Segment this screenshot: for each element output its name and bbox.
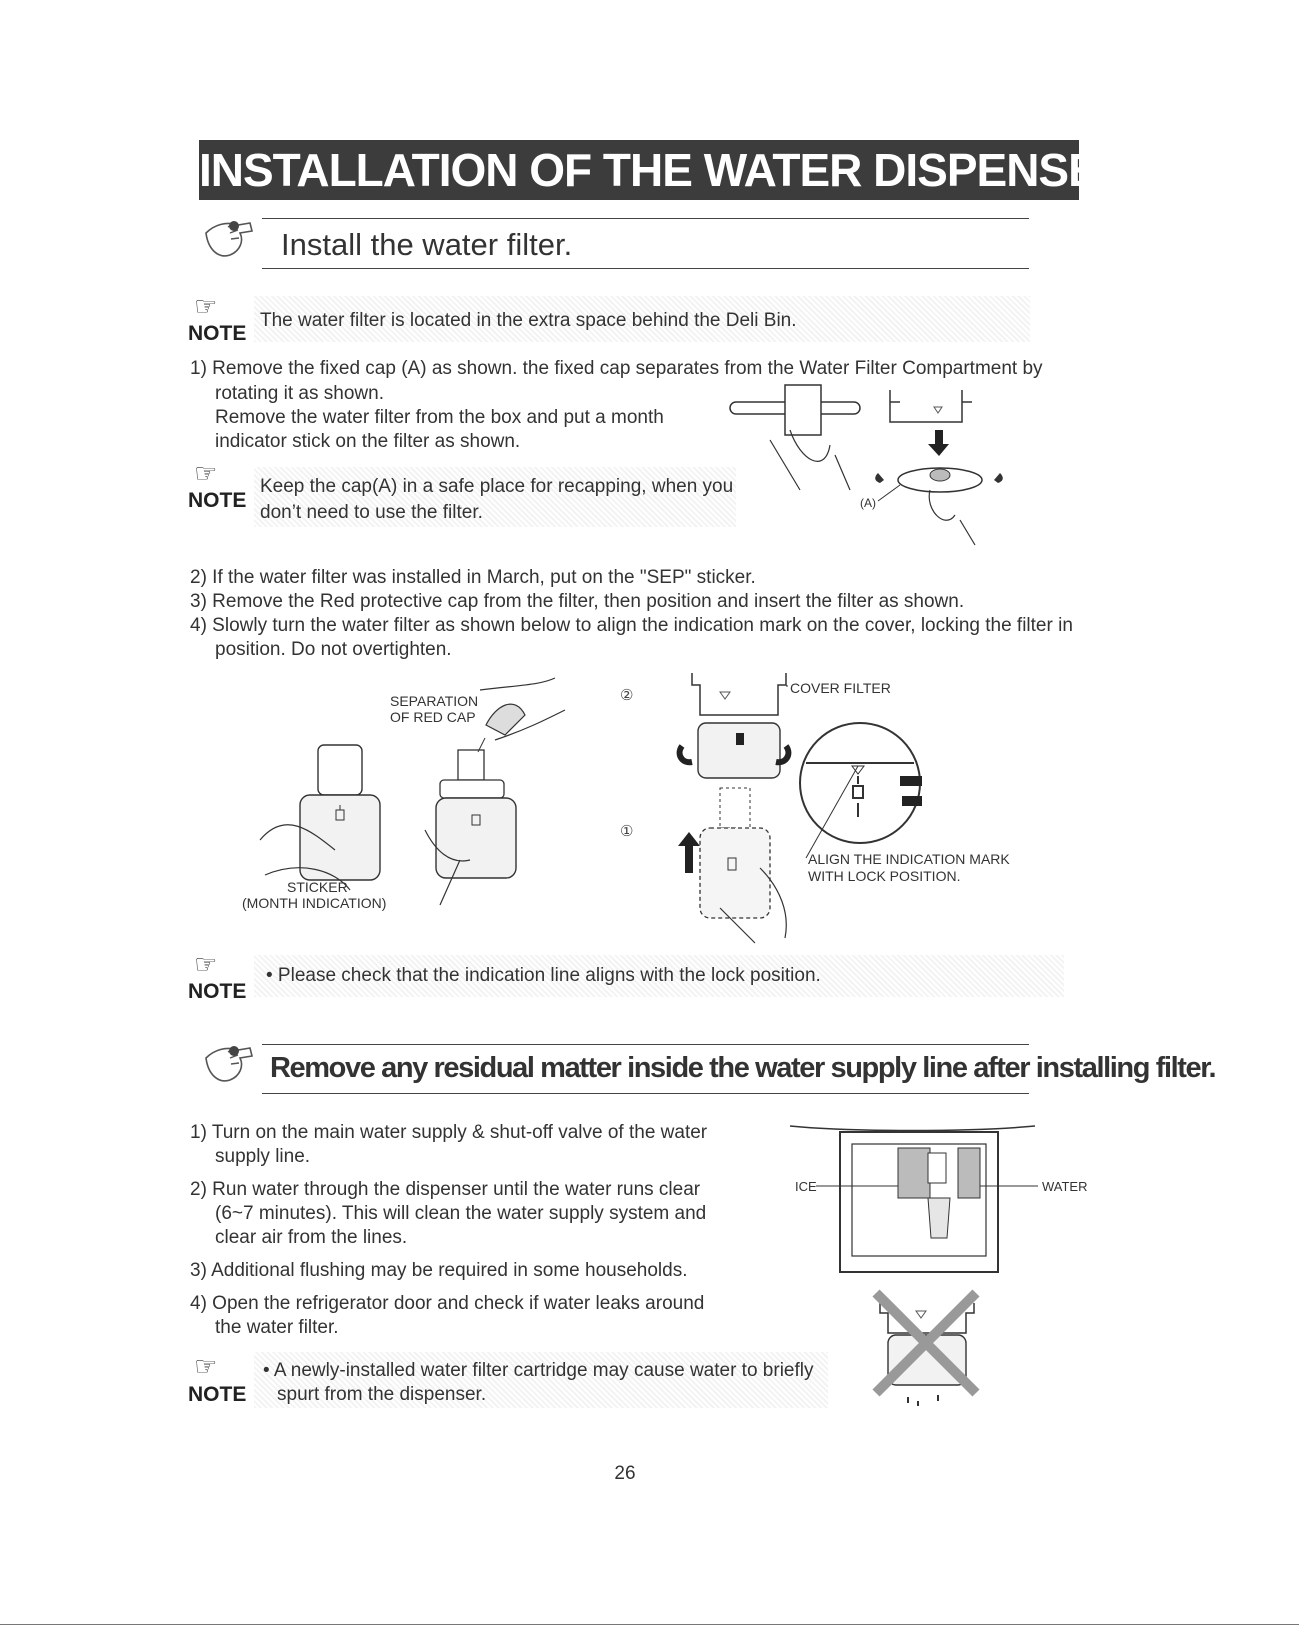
step-line: 4) Slowly turn the water filter as shown below to align the indication mark on the cover, locking the filter in <box>190 615 1073 636</box>
cap-removal-figure <box>730 385 1010 545</box>
align-label: ALIGN THE INDICATION MARK <box>808 851 1010 867</box>
note-text: don’t need to use the filter. <box>260 502 483 523</box>
page-bottom-rule <box>0 1624 1299 1625</box>
filter-sticker-figure <box>240 690 570 920</box>
note-hand-icon: ☞ <box>194 950 218 980</box>
page-number: 26 <box>614 1463 636 1484</box>
note-hand-icon: ☞ <box>194 459 218 489</box>
step-line: clear air from the lines. <box>215 1227 408 1248</box>
step-one-marker: ① <box>620 823 634 840</box>
section1-rule-bottom <box>262 268 1029 269</box>
hand-pointer-icon <box>200 1038 260 1090</box>
page-title: INSTALLATION OF THE WATER DISPENSER LINE <box>199 144 1243 196</box>
cap-label: (A) <box>860 496 876 510</box>
note-label: NOTE <box>188 980 247 1003</box>
step-line: supply line. <box>215 1146 311 1167</box>
note-text: • A newly-installed water filter cartridge may cause water to briefly <box>263 1360 814 1381</box>
section2-rule-bottom <box>262 1093 1029 1094</box>
note-text: spurt from the dispenser. <box>277 1384 487 1405</box>
step-line: 2) If the water filter was installed in March, put on the "SEP" sticker. <box>190 567 756 588</box>
ice-label: ICE <box>795 1179 817 1194</box>
step-line: 1) Turn on the main water supply & shut-off valve of the water <box>190 1122 708 1143</box>
dispenser-figure <box>790 1118 1088 1278</box>
step-line: Remove the water filter from the box and put a month <box>215 407 664 428</box>
separation-label: SEPARATION <box>390 693 479 709</box>
note-label: NOTE <box>188 489 247 512</box>
step-line: 3) Remove the Red protective cap from the filter, then position and insert the filter as shown. <box>190 591 965 612</box>
step-line: 2) Run water through the dispenser until the water runs clear <box>190 1179 701 1200</box>
note-label: NOTE <box>188 322 247 345</box>
note-text: • Please check that the indication line aligns with the lock position. <box>266 965 821 986</box>
filter-alignment-figure <box>610 668 1010 948</box>
step-line: rotating it as shown. <box>215 383 384 404</box>
note-hand-icon: ☞ <box>194 1352 218 1382</box>
section1-rule-top <box>262 218 1029 219</box>
sticker-label: STICKER <box>287 879 348 895</box>
step-line: 3) Additional flushing may be required in some households. <box>190 1260 688 1281</box>
section2-rule-top <box>262 1044 1029 1045</box>
step-line: the water filter. <box>215 1317 339 1338</box>
step-line: indicator stick on the filter as shown. <box>215 431 521 452</box>
section2-title: Remove any residual matter inside the water supply line after installing filter. <box>270 1052 1216 1084</box>
cover-filter-label: COVER FILTER <box>790 680 891 696</box>
step-line: (6~7 minutes). This will clean the water supply system and <box>215 1203 707 1224</box>
section1-title: Install the water filter. <box>281 227 573 262</box>
note-text: The water filter is located in the extra space behind the Deli Bin. <box>260 310 797 331</box>
step-line: 1) Remove the fixed cap (A) as shown. the fixed cap separates from the Water Filter Compartment by <box>190 358 1043 379</box>
step-two-marker: ② <box>620 687 634 704</box>
separation-label: OF RED CAP <box>390 709 476 725</box>
step-line: position. Do not overtighten. <box>215 639 452 660</box>
note-label: NOTE <box>188 1383 247 1406</box>
note-hand-icon: ☞ <box>194 292 218 322</box>
hand-pointer-icon <box>200 213 260 265</box>
step-line: 4) Open the refrigerator door and check if water leaks around <box>190 1293 705 1314</box>
water-label: WATER <box>1042 1179 1088 1194</box>
note-text: Keep the cap(A) in a safe place for recapping, when you <box>260 476 734 497</box>
sticker-label: (MONTH INDICATION) <box>242 895 387 911</box>
align-label: WITH LOCK POSITION. <box>808 868 961 884</box>
leaking-filter-figure <box>868 1285 988 1415</box>
